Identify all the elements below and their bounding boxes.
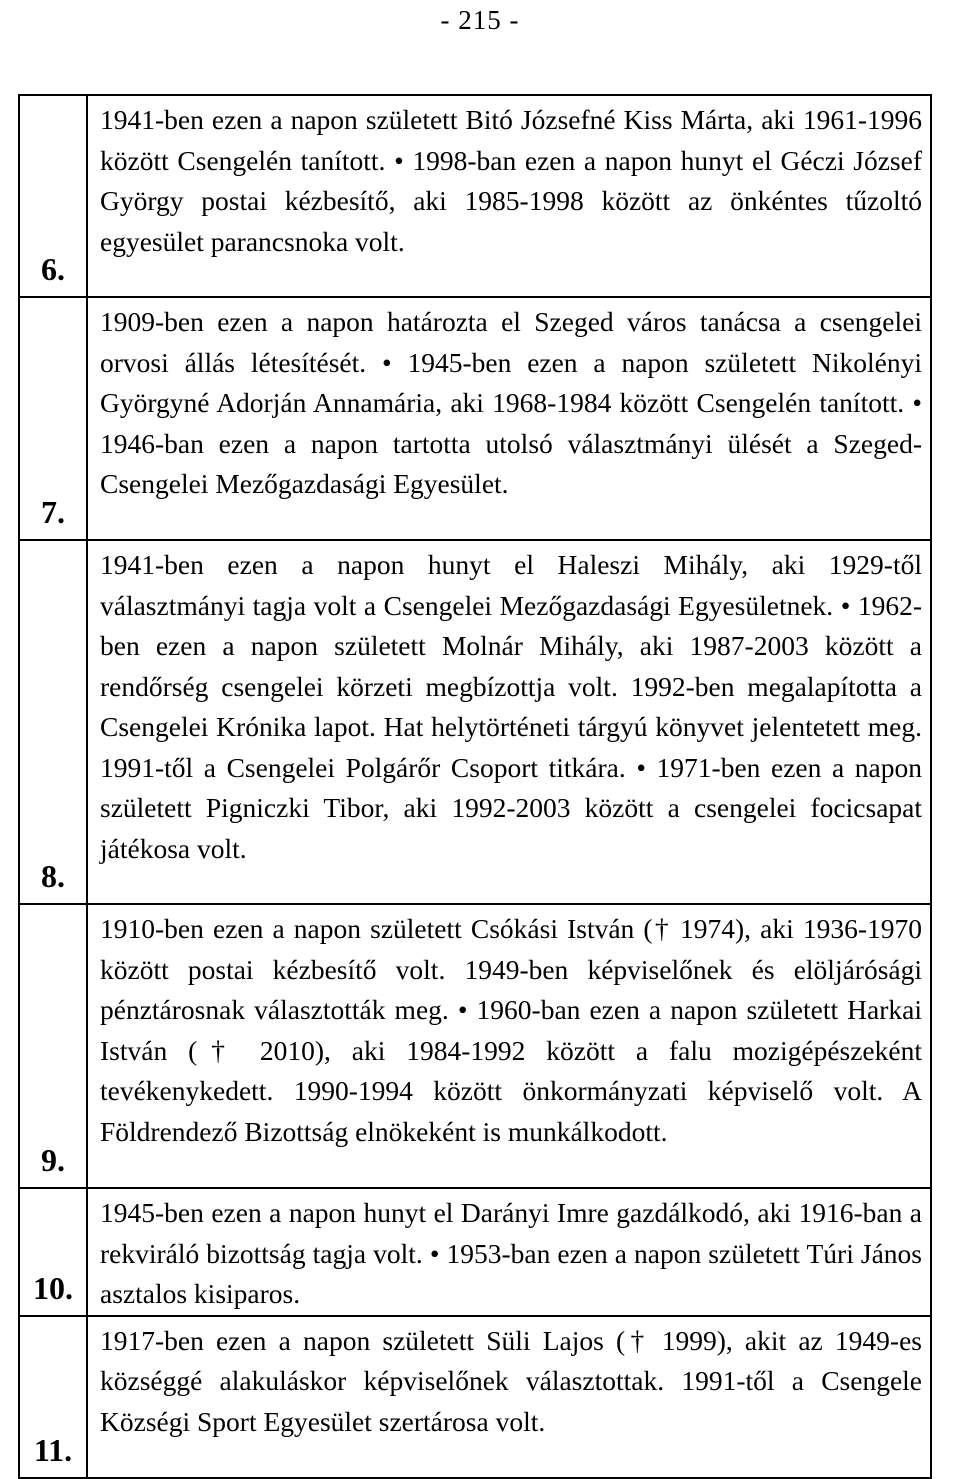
table-row	[19, 1188, 931, 1316]
table-row	[19, 297, 931, 540]
table-row	[19, 540, 931, 904]
entry-text: 1909-ben ezen a napon határozta el Szeged város tanácsa a csengelei orvosi állás létesítését. • 1945-ben ezen a napon született Nikolényi Györgyné Adorján Annamária, aki 1968-1984 között Csengelén tanított. • 1946-ban ezen a napon tartotta utolsó választmányi ülését a Szeged-Csengelei Mezőgazdasági Egyesület.	[87, 297, 931, 540]
entry-text: 1910-ben ezen a napon született Csókási István († 1974), aki 1936-1970 között postai kézbesítő volt. 1949-ben képviselőnek és elöljárósági pénztárosnak választották meg. • 1960-ban ezen a napon született Harkai István († 2010), aki 1984-1992 között a falu mozigépészeként tevékenykedett. 1990-1994 között önkormányzati képviselő volt. A Földrendező Bizottság elnökeként is munkálkodott.	[87, 904, 931, 1188]
entry-text: 1945-ben ezen a napon hunyt el Darányi Imre gazdálkodó, aki 1916-ban a rekviráló bizottság tagja volt. • 1953-ban ezen a napon született Túri János asztalos kisiparos.	[87, 1188, 931, 1316]
day-cell	[19, 297, 87, 540]
table-row	[19, 904, 931, 1188]
table-row	[19, 1316, 931, 1478]
page-number: - 215 -	[440, 5, 520, 35]
day-cell	[19, 1316, 87, 1478]
table-row	[19, 95, 931, 297]
day-number: 6.	[41, 251, 65, 287]
day-cell	[19, 904, 87, 1188]
day-number: 11.	[33, 1431, 73, 1468]
day-number: 8.	[41, 858, 65, 894]
day-cell	[19, 1188, 87, 1316]
day-cell	[19, 540, 87, 904]
calendar-table	[18, 94, 932, 1479]
day-number: 9.	[41, 1142, 65, 1178]
day-number: 10.	[33, 1269, 73, 1306]
entry-text: 1941-ben ezen a napon született Bitó Józsefné Kiss Márta, aki 1961-1996 között Csengelén tanított. • 1998-ban ezen a napon hunyt el Géczi József György postai kézbesítő, aki 1985-1998 között az önkéntes tűzoltó egyesület parancsnoka volt.	[87, 95, 931, 297]
day-number: 7.	[41, 494, 65, 530]
entry-text: 1917-ben ezen a napon született Süli Lajos († 1999), akit az 1949-es községgé alakuláskor képviselőnek választottak. 1991-től a Csengele Községi Sport Egyesület szertárosa volt.	[87, 1316, 931, 1478]
entry-text: 1941-ben ezen a napon hunyt el Haleszi Mihály, aki 1929-től választmányi tagja volt a Csengelei Mezőgazdasági Egyesületnek. • 1962-ben ezen a napon született Molnár Mihály, aki 1987-2003 között a rendőrség csengelei körzeti megbízottja volt. 1992-ben megalapította a Csengelei Krónika lapot. Hat helytörténeti tárgyú könyvet jelentetett meg. 1991-től a Csengelei Polgárőr Csoport titkára. • 1971-ben ezen a napon született Pigniczki Tibor, aki 1992-2003 között a csengelei focicsapat játékosa volt.	[87, 540, 931, 904]
day-cell	[19, 95, 87, 297]
